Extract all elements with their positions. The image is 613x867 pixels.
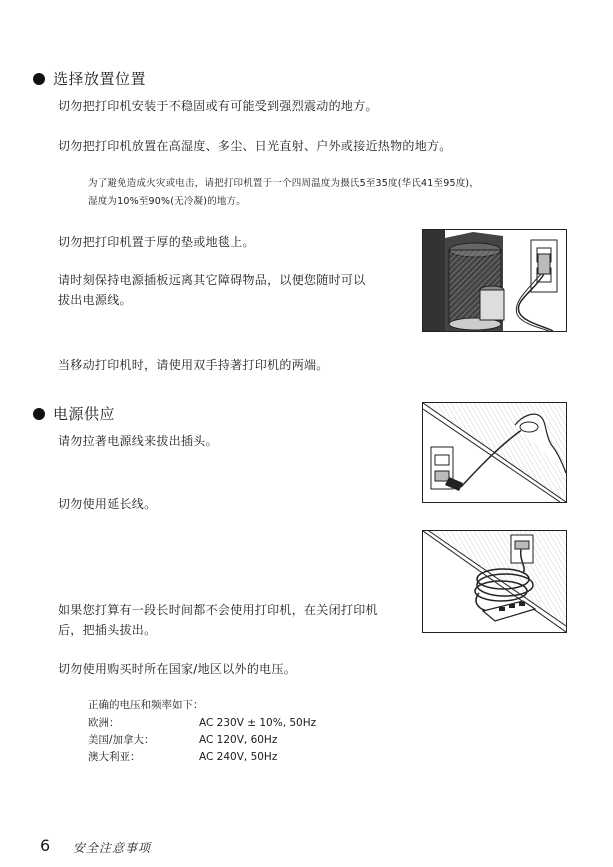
- placement-paragraph-4-line-2: 拔出电源线。: [58, 293, 132, 307]
- section-bullet: [33, 73, 45, 85]
- spec-region: 澳大利亚：: [88, 751, 141, 763]
- placement-paragraph-3: 切勿把打印机置于厚的垫或地毯上。: [58, 235, 255, 249]
- illustration-pull-cord: [422, 402, 567, 503]
- placement-paragraph-1: 切勿把打印机安装于不稳固或有可能受到强烈震动的地方。: [58, 99, 378, 113]
- spec-value: AC 240V, 50Hz: [199, 751, 278, 763]
- power-paragraph-2: 切勿使用延长线。: [58, 497, 157, 511]
- page-footer-title: 安全注意事项: [73, 841, 152, 855]
- voltage-spec-title: 正确的电压和频率如下：: [88, 699, 204, 711]
- spec-region: 美国/加拿大：: [88, 734, 155, 746]
- section-heading-power: 电源供应: [53, 405, 116, 423]
- placement-paragraph-5: 当移动打印机时，请使用双手持著打印机的两端。: [58, 358, 329, 372]
- placement-paragraph-4-line-1: 请时刻保持电源插板远离其它障碍物品，以便您随时可以: [58, 273, 366, 287]
- page-number: 6: [40, 836, 51, 855]
- placement-note-line-2: 湿度为10%至90%(无冷凝)的地方。: [88, 196, 246, 207]
- spec-value: AC 120V, 60Hz: [199, 734, 278, 746]
- section-heading-placement: 选择放置位置: [53, 70, 147, 88]
- power-paragraph-3-line-1: 如果您打算有一段长时间都不会使用打印机，在关闭打印机: [58, 603, 378, 617]
- illustration-extension-cord: [422, 530, 567, 633]
- placement-paragraph-2: 切勿把打印机放置在高湿度、多尘、日光直射、户外或接近热物的地方。: [58, 139, 452, 153]
- illustration-outlet-clear: [422, 229, 567, 332]
- power-paragraph-4: 切勿使用购买时所在国家/地区以外的电压。: [58, 662, 297, 676]
- section-bullet: [33, 408, 45, 420]
- power-paragraph-1: 请勿拉著电源线来拔出插头。: [58, 434, 218, 448]
- spec-region: 欧洲：: [88, 717, 120, 729]
- spec-value: AC 230V ± 10%, 50Hz: [199, 717, 317, 729]
- power-paragraph-3-line-2: 后，把插头拔出。: [58, 623, 157, 637]
- placement-note-line-1: 为了避免造成火灾或电击，请把打印机置于一个四周温度为摄氏5至35度(华氏41至95度)，: [88, 178, 480, 189]
